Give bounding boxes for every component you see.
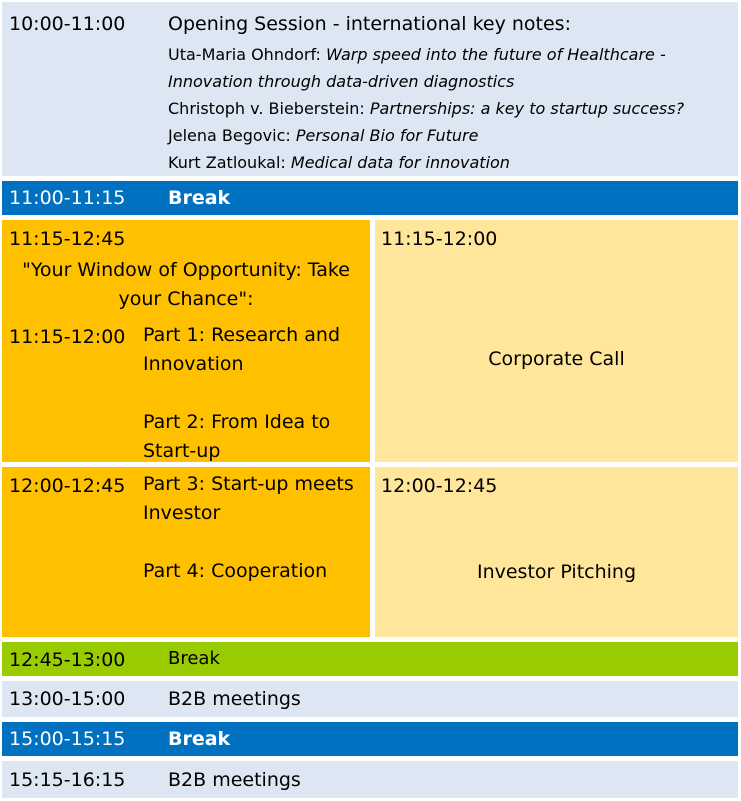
investor-pitching-time: 12:00-12:45 xyxy=(381,475,498,497)
b2b-label: B2B meetings xyxy=(168,769,301,791)
keynote-ohndorf xyxy=(168,41,666,68)
break-time: 15:00-15:15 xyxy=(9,728,126,750)
corporate-call-cell xyxy=(375,220,738,462)
part4-label: Part 4: Cooperation xyxy=(143,560,328,582)
window-block-second xyxy=(2,467,370,637)
investor-pitching-cell xyxy=(375,467,738,637)
corporate-call-time: 11:15-12:00 xyxy=(381,228,498,250)
b2b-row-2 xyxy=(2,761,738,798)
break-row-2 xyxy=(2,642,738,676)
keynote-begovic xyxy=(168,122,478,149)
break-label: Break xyxy=(168,648,220,669)
opening-time: 10:00-11:00 xyxy=(9,13,126,35)
b2b-label: B2B meetings xyxy=(168,688,301,710)
window-first-time: 11:15-12:00 xyxy=(9,326,126,348)
keynote-bieberstein xyxy=(168,95,684,122)
window-block-time: 11:15-12:45 xyxy=(9,228,126,250)
opening-session-row xyxy=(2,2,738,176)
keynote-zatloukal xyxy=(168,149,510,176)
part2-label: Part 2: From Idea to xyxy=(143,411,331,433)
talk-topic: Warp speed into the future of Healthcare - xyxy=(326,45,666,64)
window-block-title-line1: "Your Window of Opportunity: Take xyxy=(22,259,350,281)
talk-topic: Personal Bio for Future xyxy=(295,126,479,145)
b2b-time: 13:00-15:00 xyxy=(9,688,126,710)
speaker-name: Jelena Begovic: xyxy=(168,126,291,145)
talk-topic: Medical data for innovation xyxy=(290,153,510,172)
break-label: Break xyxy=(168,728,231,750)
speaker-name: Christoph v. Bieberstein: xyxy=(168,99,365,118)
part2-label-cont: Start-up xyxy=(143,440,221,462)
break-label: Break xyxy=(168,187,231,209)
part1-label-cont: Innovation xyxy=(143,353,244,375)
b2b-time: 15:15-16:15 xyxy=(9,769,126,791)
break-row-1 xyxy=(2,181,738,215)
opening-title: Opening Session - international key notes: xyxy=(168,13,571,35)
corporate-call-label: Corporate Call xyxy=(488,348,625,370)
window-block-title-line2: your Chance": xyxy=(118,288,254,310)
window-second-time: 12:00-12:45 xyxy=(9,475,126,497)
talk-topic: Partnerships: a key to startup success? xyxy=(369,99,685,118)
part1-label: Part 1: Research and xyxy=(143,324,341,346)
break-time: 12:45-13:00 xyxy=(9,649,126,671)
part3-label-cont: Investor xyxy=(143,502,221,524)
window-block-first xyxy=(2,220,370,462)
speaker-name: Uta-Maria Ohndorf: xyxy=(168,45,321,64)
part3-label: Part 3: Start-up meets xyxy=(143,473,354,495)
break-row-3 xyxy=(2,722,738,756)
keynote-ohndorf-topic-cont: Innovation through data-driven diagnostics xyxy=(168,72,515,91)
investor-pitching-label: Investor Pitching xyxy=(476,561,637,583)
speaker-name: Kurt Zatloukal: xyxy=(168,153,286,172)
break-time: 11:00-11:15 xyxy=(9,187,126,209)
b2b-row-1 xyxy=(2,681,738,717)
